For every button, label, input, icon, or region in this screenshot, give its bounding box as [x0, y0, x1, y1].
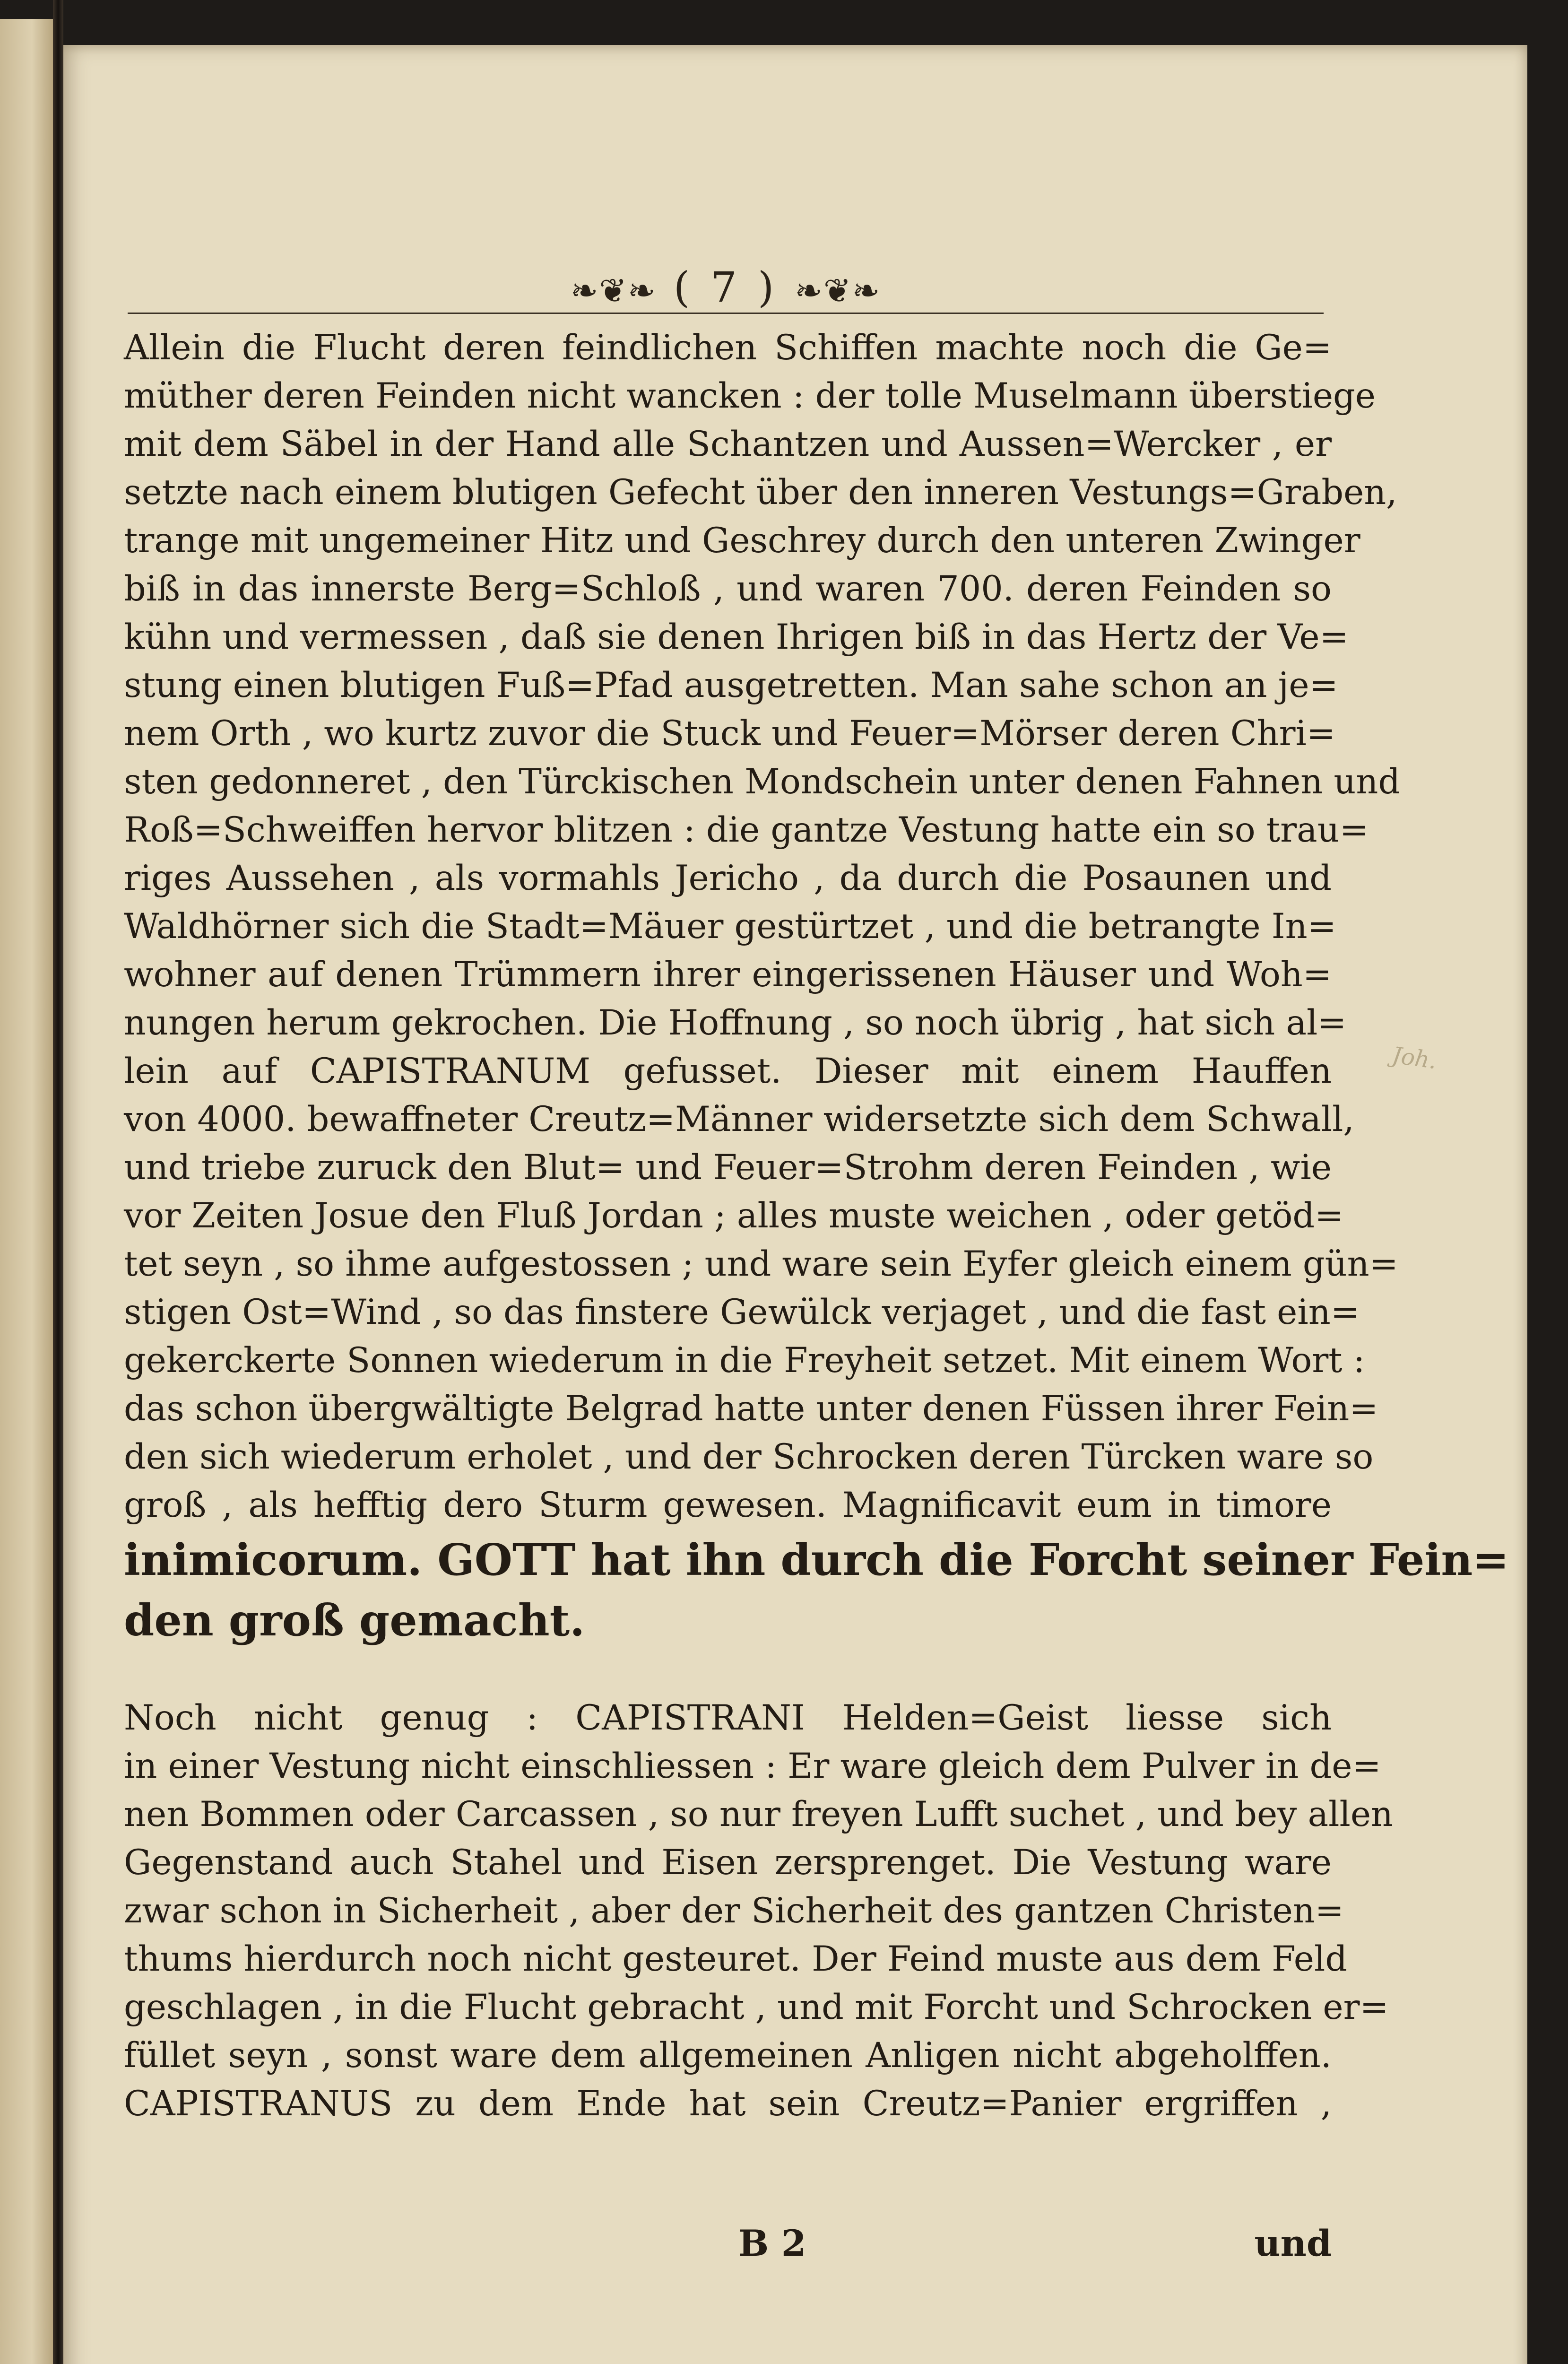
text-line: Noch nicht genug : CAPISTRANI Helden=Geist liesse sich — [124, 1698, 1332, 1738]
running-header — [128, 265, 1324, 317]
text-line: stung einen blutigen Fuß=Pfad ausgetretten. Man sahe schon an je= — [124, 665, 1338, 705]
text-line: biß in das innerste Berg=Schloß , und waren 700. deren Feinden so — [124, 569, 1332, 609]
text-line: nen Bommen oder Carcassen , so nur freyen Lufft suchet , und bey allen — [124, 1794, 1394, 1834]
text-line: in einer Vestung nicht einschliessen : Er ware gleich dem Pulver in de= — [124, 1746, 1381, 1786]
text-line: groß , als hefftig dero Sturm gewesen. Magnificavit eum in timore — [124, 1485, 1332, 1525]
paragraph-gap — [124, 1651, 1332, 1694]
text-line: nungen herum gekrochen. Die Hoffnung , so noch übrig , hat sich al= — [124, 1003, 1347, 1043]
page-number: ( 7 ) — [673, 263, 778, 312]
signature-mark: B 2 — [738, 2222, 806, 2264]
text-line: wohner auf denen Trümmern ihrer eingerissenen Häuser und Woh= — [124, 955, 1332, 995]
text-line: setzte nach einem blutigen Gefecht über den inneren Vestungs=Graben, — [124, 472, 1397, 513]
text-line: müther deren Feinden nicht wancken : der tolle Muselmann überstiege — [124, 376, 1376, 416]
text-line: riges Aussehen , als vormahls Jericho , da durch die Posaunen und — [124, 858, 1332, 898]
emphasis-line: den groß gemacht. — [124, 1595, 585, 1646]
text-line: Waldhörner sich die Stadt=Mäuer gestürtzet , und die betrangte In= — [124, 906, 1336, 947]
text-line: lein auf CAPISTRANUM gefusset. Dieser mit einem Hauffen — [124, 1051, 1332, 1091]
text-line: den sich wiederum erholet , und der Schrocken deren Türcken ware so — [124, 1437, 1374, 1477]
header-center — [128, 265, 1324, 313]
text-line: Allein die Flucht deren feindlichen Schiffen machte noch die Ge= — [124, 328, 1332, 368]
text-line: von 4000. bewaffneter Creutz=Männer widersetzte sich dem Schwall, — [124, 1099, 1354, 1139]
book-spine — [53, 0, 63, 2364]
text-line: Roß=Schweiffen hervor blitzen : die gantze Vestung hatte ein so trau= — [124, 810, 1369, 850]
margin-note: Joh. — [1390, 1042, 1438, 1075]
catchword: und — [1254, 2222, 1332, 2264]
text-line: sten gedonneret , den Türckischen Mondschein unter denen Fahnen und — [124, 762, 1401, 802]
paragraph-2 — [124, 1694, 1394, 2128]
text-line: thums hierdurch noch nicht gesteuret. Der Feind muste aus dem Feld — [124, 1939, 1348, 1979]
text-line: zwar schon in Sicherheit , aber der Sicherheit des gantzen Christen= — [124, 1891, 1344, 1931]
emphasis-line: inimicorum. GOTT hat ihn durch die Forcht seiner Fein= — [124, 1534, 1509, 1585]
header-rule — [128, 313, 1324, 314]
text-line: geschlagen , in die Flucht gebracht , und mit Forcht und Schrocken er= — [124, 1987, 1389, 2027]
text-line: vor Zeiten Josue den Fluß Jordan ; alles muste weichen , oder getöd= — [124, 1196, 1344, 1236]
text-line: mit dem Säbel in der Hand alle Schantzen und Aussen=Wercker , er — [124, 424, 1332, 464]
text-line: tet seyn , so ihme aufgestossen ; und ware sein Eyfer gleich einem gün= — [124, 1244, 1398, 1284]
text-line: füllet seyn , sonst ware dem allgemeinen Anligen nicht abgeholffen. — [124, 2035, 1332, 2076]
right-ornament-icon: ❧❦❧ — [795, 271, 881, 311]
adjacent-page-edge — [0, 19, 53, 2364]
text-line: kühn und vermessen , daß sie denen Ihrigen biß in das Hertz der Ve= — [124, 617, 1349, 657]
text-line: stigen Ost=Wind , so das finstere Gewülck verjaget , und die fast ein= — [124, 1292, 1360, 1332]
text-line: CAPISTRANUS zu dem Ende hat sein Creutz=Panier ergriffen , — [124, 2084, 1332, 2124]
text-line: und triebe zuruck den Blut= und Feuer=Strohm deren Feinden , wie — [124, 1147, 1332, 1188]
text-line: Gegenstand auch Stahel und Eisen zersprenget. Die Vestung ware — [124, 1843, 1332, 1883]
text-line: gekerckerte Sonnen wiederum in die Freyheit setzet. Mit einem Wort : — [124, 1340, 1365, 1381]
text-line: das schon übergwältigte Belgrad hatte unter denen Füssen ihrer Fein= — [124, 1389, 1378, 1429]
page-footer — [124, 2222, 1332, 2269]
text-line: trange mit ungemeiner Hitz und Geschrey durch den unteren Zwinger — [124, 521, 1360, 561]
left-ornament-icon: ❧❦❧ — [570, 271, 657, 311]
text-line: nem Orth , wo kurtz zuvor die Stuck und Feuer=Mörser deren Chri= — [124, 713, 1336, 754]
